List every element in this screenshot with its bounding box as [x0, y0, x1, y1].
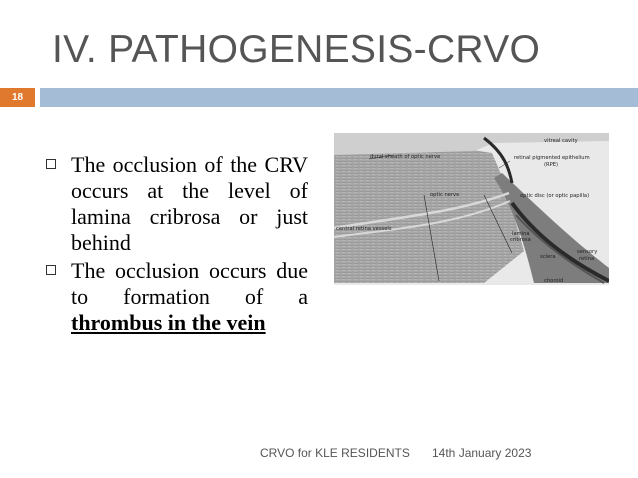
footer-date: 14th January 2023 — [432, 446, 532, 460]
slide-number: 18 — [0, 88, 35, 107]
label-choroid: choroid — [544, 278, 564, 284]
square-bullet-icon — [46, 159, 56, 169]
label-rpe: (RPE) — [544, 162, 559, 168]
bullet-text: The occlusion of the CRV occurs at the level of lamina cribrosa or just behind — [71, 152, 308, 255]
label-dural-sheath: dural sheath of optic nerve — [370, 154, 441, 160]
nerve-tissue — [334, 147, 524, 283]
title-underline-bar — [40, 88, 638, 107]
slide-title: IV. PATHOGENESIS-CRVO — [52, 28, 541, 71]
square-bullet-icon — [46, 265, 56, 275]
footer-title: CRVO for KLE RESIDENTS — [260, 446, 410, 460]
bullet-text: The occlusion occurs due to formation of a — [71, 258, 308, 309]
label-central-vessels: central retina vessels — [336, 226, 392, 232]
label-sensory: sensory — [577, 249, 598, 255]
bullet-emphasis: thrombus in the vein — [71, 310, 266, 335]
label-retina: retina — [579, 256, 595, 262]
label-optic-nerve: optic nerve — [430, 192, 460, 198]
label-vitreal-cavity: vitreal cavity — [544, 138, 578, 144]
optic-nerve-histology-figure — [334, 133, 609, 285]
label-lamina: lamina — [512, 231, 530, 237]
label-sclera: sclera — [540, 254, 556, 260]
label-cribrosa: cribrosa — [510, 237, 531, 243]
bullet-item — [45, 258, 308, 336]
label-retinal-pigmented: retinal pigmented epithelium — [514, 155, 590, 161]
bullet-item — [45, 152, 308, 256]
label-optic-disc: optic disc (or optic papilla) — [520, 193, 590, 199]
bullet-list — [45, 152, 308, 338]
